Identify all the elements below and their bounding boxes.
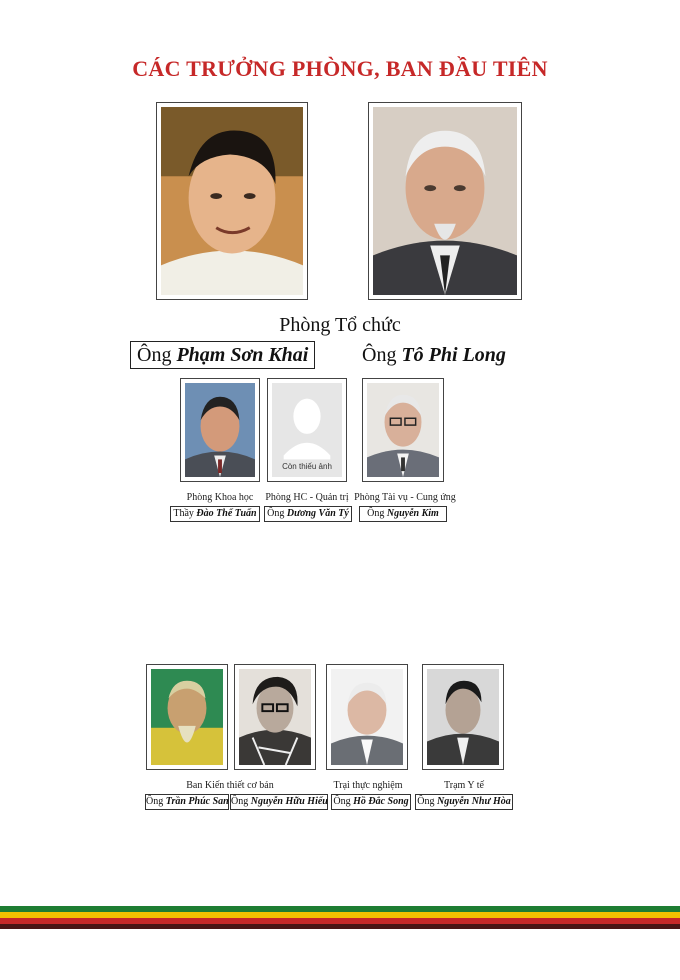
name-prefix: Ông: [137, 344, 172, 366]
dept-kien-thiet-co-ban: Ban Kiến thiết cơ bản: [186, 780, 274, 791]
name-nguyen-kim: [359, 506, 447, 522]
person-name: Phạm Sơn Khai: [176, 344, 309, 366]
dept-khoa-hoc: Phòng Khoa học: [186, 492, 254, 503]
person-name: Tô Phi Long: [401, 344, 506, 366]
name-tran-phuc-san: [145, 794, 229, 810]
name-nguyen-nhu-hoa: [415, 794, 513, 810]
person-name: Trần Phúc San: [165, 796, 229, 807]
name-to-phi-long: [362, 342, 506, 368]
name-prefix: Ông: [362, 344, 397, 366]
missing-photo-caption: Còn thiếu ảnh: [282, 462, 332, 471]
person-name: Nguyễn Kim: [386, 508, 439, 519]
name-nguyen-huu-hieu: [230, 794, 328, 810]
name-dao-the-tuan: [170, 506, 260, 522]
name-duong-van-ty: [264, 506, 352, 522]
name-prefix: Ông: [231, 796, 249, 807]
person-name: Nguyễn Hữu Hiếu: [250, 796, 328, 807]
portrait-duong-van-ty-missing: [267, 378, 347, 482]
portrait-to-phi-long: [368, 102, 522, 300]
portrait-pham-son-khai: [156, 102, 308, 300]
name-prefix: Ông: [333, 796, 351, 807]
name-prefix: Ông: [417, 796, 435, 807]
dept-tram-y-te: Trạm Y tế: [444, 780, 484, 791]
portrait-ho-dac-song: [326, 664, 408, 770]
portrait-nguyen-nhu-hoa: [422, 664, 504, 770]
name-prefix: Thầy: [173, 508, 194, 519]
dept-tai-vu-cung-ung: Phòng Tài vụ - Cung ứng: [354, 492, 456, 503]
name-prefix: Ông: [146, 796, 164, 807]
portrait-nguyen-huu-hieu: [234, 664, 316, 770]
name-prefix: Ông: [367, 508, 385, 519]
dept-trai-thuc-nghiem: Trại thực nghiệm: [333, 780, 403, 791]
organization-department-label: Phòng Tổ chức: [279, 314, 401, 336]
footer-stripe-maroon: [0, 924, 680, 929]
portrait-dao-the-tuan: [180, 378, 260, 482]
person-name: Hồ Đắc Song: [353, 796, 409, 807]
name-ho-dac-song: [331, 794, 411, 810]
name-prefix: Ông: [267, 508, 285, 519]
dept-hc-quan-tri: Phòng HC - Quản trị: [265, 492, 349, 503]
name-pham-son-khai: [130, 341, 315, 369]
person-name: Đào Thế Tuấn: [196, 508, 257, 519]
portrait-tran-phuc-san: [146, 664, 228, 770]
person-name: Nguyễn Như Hòa: [436, 796, 511, 807]
page-title: CÁC TRƯỞNG PHÒNG, BAN ĐẦU TIÊN: [132, 56, 548, 81]
person-name: Dương Văn Tý: [286, 508, 349, 519]
portrait-nguyen-kim: [362, 378, 444, 482]
